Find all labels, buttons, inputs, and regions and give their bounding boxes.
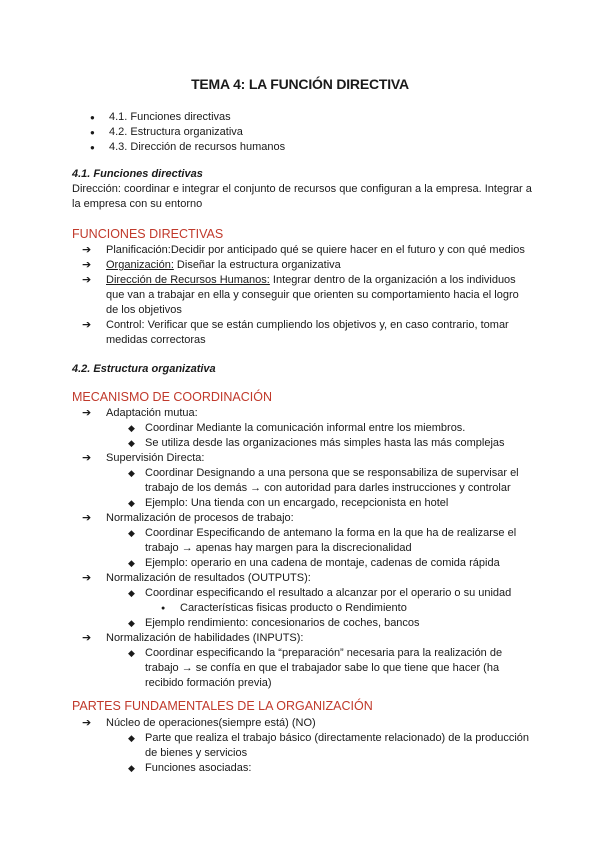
arrow-icon: ➔	[82, 244, 92, 256]
arrow-icon: ➔	[82, 512, 92, 524]
list-item: ➔ Normalización de procesos de trabajo:	[82, 512, 294, 524]
diamond-icon: ◆	[128, 438, 135, 448]
mecanismo-list	[72, 406, 534, 691]
arrow-icon: ➔	[82, 452, 92, 464]
section-4-1-intro: Dirección: coordinar e integrar el conjunto de recursos que configuran a la empresa. Integrar a la empresa con su entorno	[72, 183, 532, 210]
diamond-icon: ◆	[128, 423, 135, 433]
sub-item: ◆ Ejemplo: operario en una cadena de montaje, cadenas de comida rápida	[128, 557, 500, 569]
section-4-2-title: 4.2. Estructura organizativa	[72, 363, 216, 375]
arrow-icon: ➔	[82, 274, 92, 286]
list-item: ➔ Planificación:Decidir por anticipado qué se quiere hacer en el futuro y con qué medios	[82, 244, 525, 256]
diamond-icon: ◆	[128, 763, 135, 773]
partes-heading: PARTES FUNDAMENTALES DE LA ORGANIZACIÓN	[72, 699, 373, 713]
toc-item: ● 4.1. Funciones directivas	[90, 111, 231, 123]
page-title: TEMA 4: LA FUNCIÓN DIRECTIVA	[191, 76, 409, 92]
sub-item: ◆ Coordinar Especificando de antemano la forma en la que ha de realizarse el trabajo → apenas hay margen para la discrecionalidad	[128, 527, 517, 554]
bullet-icon: ●	[161, 605, 166, 612]
bullet-icon: ●	[90, 128, 95, 137]
funciones-heading: FUNCIONES DIRECTIVAS	[72, 227, 224, 241]
sub-sub-item: ● Características fisicas producto o Rendimiento	[161, 602, 407, 614]
sub-item: ◆ Coordinar especificando el resultado a alcanzar por el operario o su unidad	[128, 587, 512, 599]
sub-item: ◆ Ejemplo: Una tienda con un encargado, recepcionista en hotel	[128, 497, 449, 509]
list-item: ➔ Organización: Diseñar la estructura organizativa	[82, 259, 341, 271]
arrow-icon: ➔	[82, 717, 92, 729]
bullet-icon: ●	[90, 113, 95, 122]
list-item: ➔ Dirección de Recursos Humanos: Integrar dentro de la organización a los individuos que van a trabajar en ella y conseguir que orienten su comportamiento hacia el logro de los objetivos	[82, 274, 519, 316]
mecanismo-heading: MECANISMO DE COORDINACIÓN	[72, 390, 273, 404]
arrow-icon: ➔	[82, 319, 92, 331]
arrow-icon: ➔	[82, 632, 92, 644]
list-item: ➔ Adaptación mutua:	[82, 407, 198, 419]
sub-item: ◆ Coordinar especificando la “preparación” necesaria para la realización de trabajo → se confía en que el trabajador sabe lo que tiene que hacer (ha recibido formación previa)	[128, 647, 503, 689]
list-item: ➔ Núcleo de operaciones(siempre está) (NO)	[82, 717, 316, 729]
sub-item: ◆ Se utiliza desde las organizaciones más simples hasta las más complejas	[128, 437, 505, 449]
toc-item: ● 4.3. Dirección de recursos humanos	[90, 141, 286, 153]
list-item: ➔ Control: Verificar que se están cumpliendo los objetivos y, en caso contrario, tomar medidas correctoras	[82, 319, 509, 346]
diamond-icon: ◆	[128, 498, 135, 508]
funciones-list	[72, 243, 534, 348]
toc-item: ● 4.2. Estructura organizativa	[90, 126, 243, 138]
arrow-icon: ➔	[82, 259, 92, 271]
arrow-icon: ➔	[82, 407, 92, 419]
sub-item: ◆ Coordinar Mediante la comunicación informal entre los miembros.	[128, 422, 466, 434]
sub-item: ◆ Parte que realiza el trabajo básico (directamente relacionado) de la producción de bienes y servicios	[128, 732, 530, 759]
list-item: ➔ Normalización de habilidades (INPUTS):	[82, 632, 304, 644]
list-item: ➔ Normalización de resultados (OUTPUTS):	[82, 572, 311, 584]
partes-list	[72, 716, 534, 776]
diamond-icon: ◆	[128, 648, 135, 658]
diamond-icon: ◆	[128, 618, 135, 628]
diamond-icon: ◆	[128, 588, 135, 598]
toc-list	[72, 110, 534, 155]
bullet-icon: ●	[90, 143, 95, 152]
arrow-icon: ➔	[82, 572, 92, 584]
sub-item: ◆ Coordinar Designando a una persona que se responsabiliza de supervisar el trabajo de los demás → con autoridad para darles instrucciones y controlar	[128, 467, 519, 494]
list-item: ➔ Supervisión Directa:	[82, 452, 205, 464]
diamond-icon: ◆	[128, 468, 135, 478]
section-4-1-title: 4.1. Funciones directivas	[72, 168, 203, 180]
diamond-icon: ◆	[128, 528, 135, 538]
sub-item: ◆ Funciones asociadas:	[128, 762, 252, 774]
sub-item: ◆ Ejemplo rendimiento: concesionarios de coches, bancos	[128, 617, 420, 629]
diamond-icon: ◆	[128, 733, 135, 743]
diamond-icon: ◆	[128, 558, 135, 568]
